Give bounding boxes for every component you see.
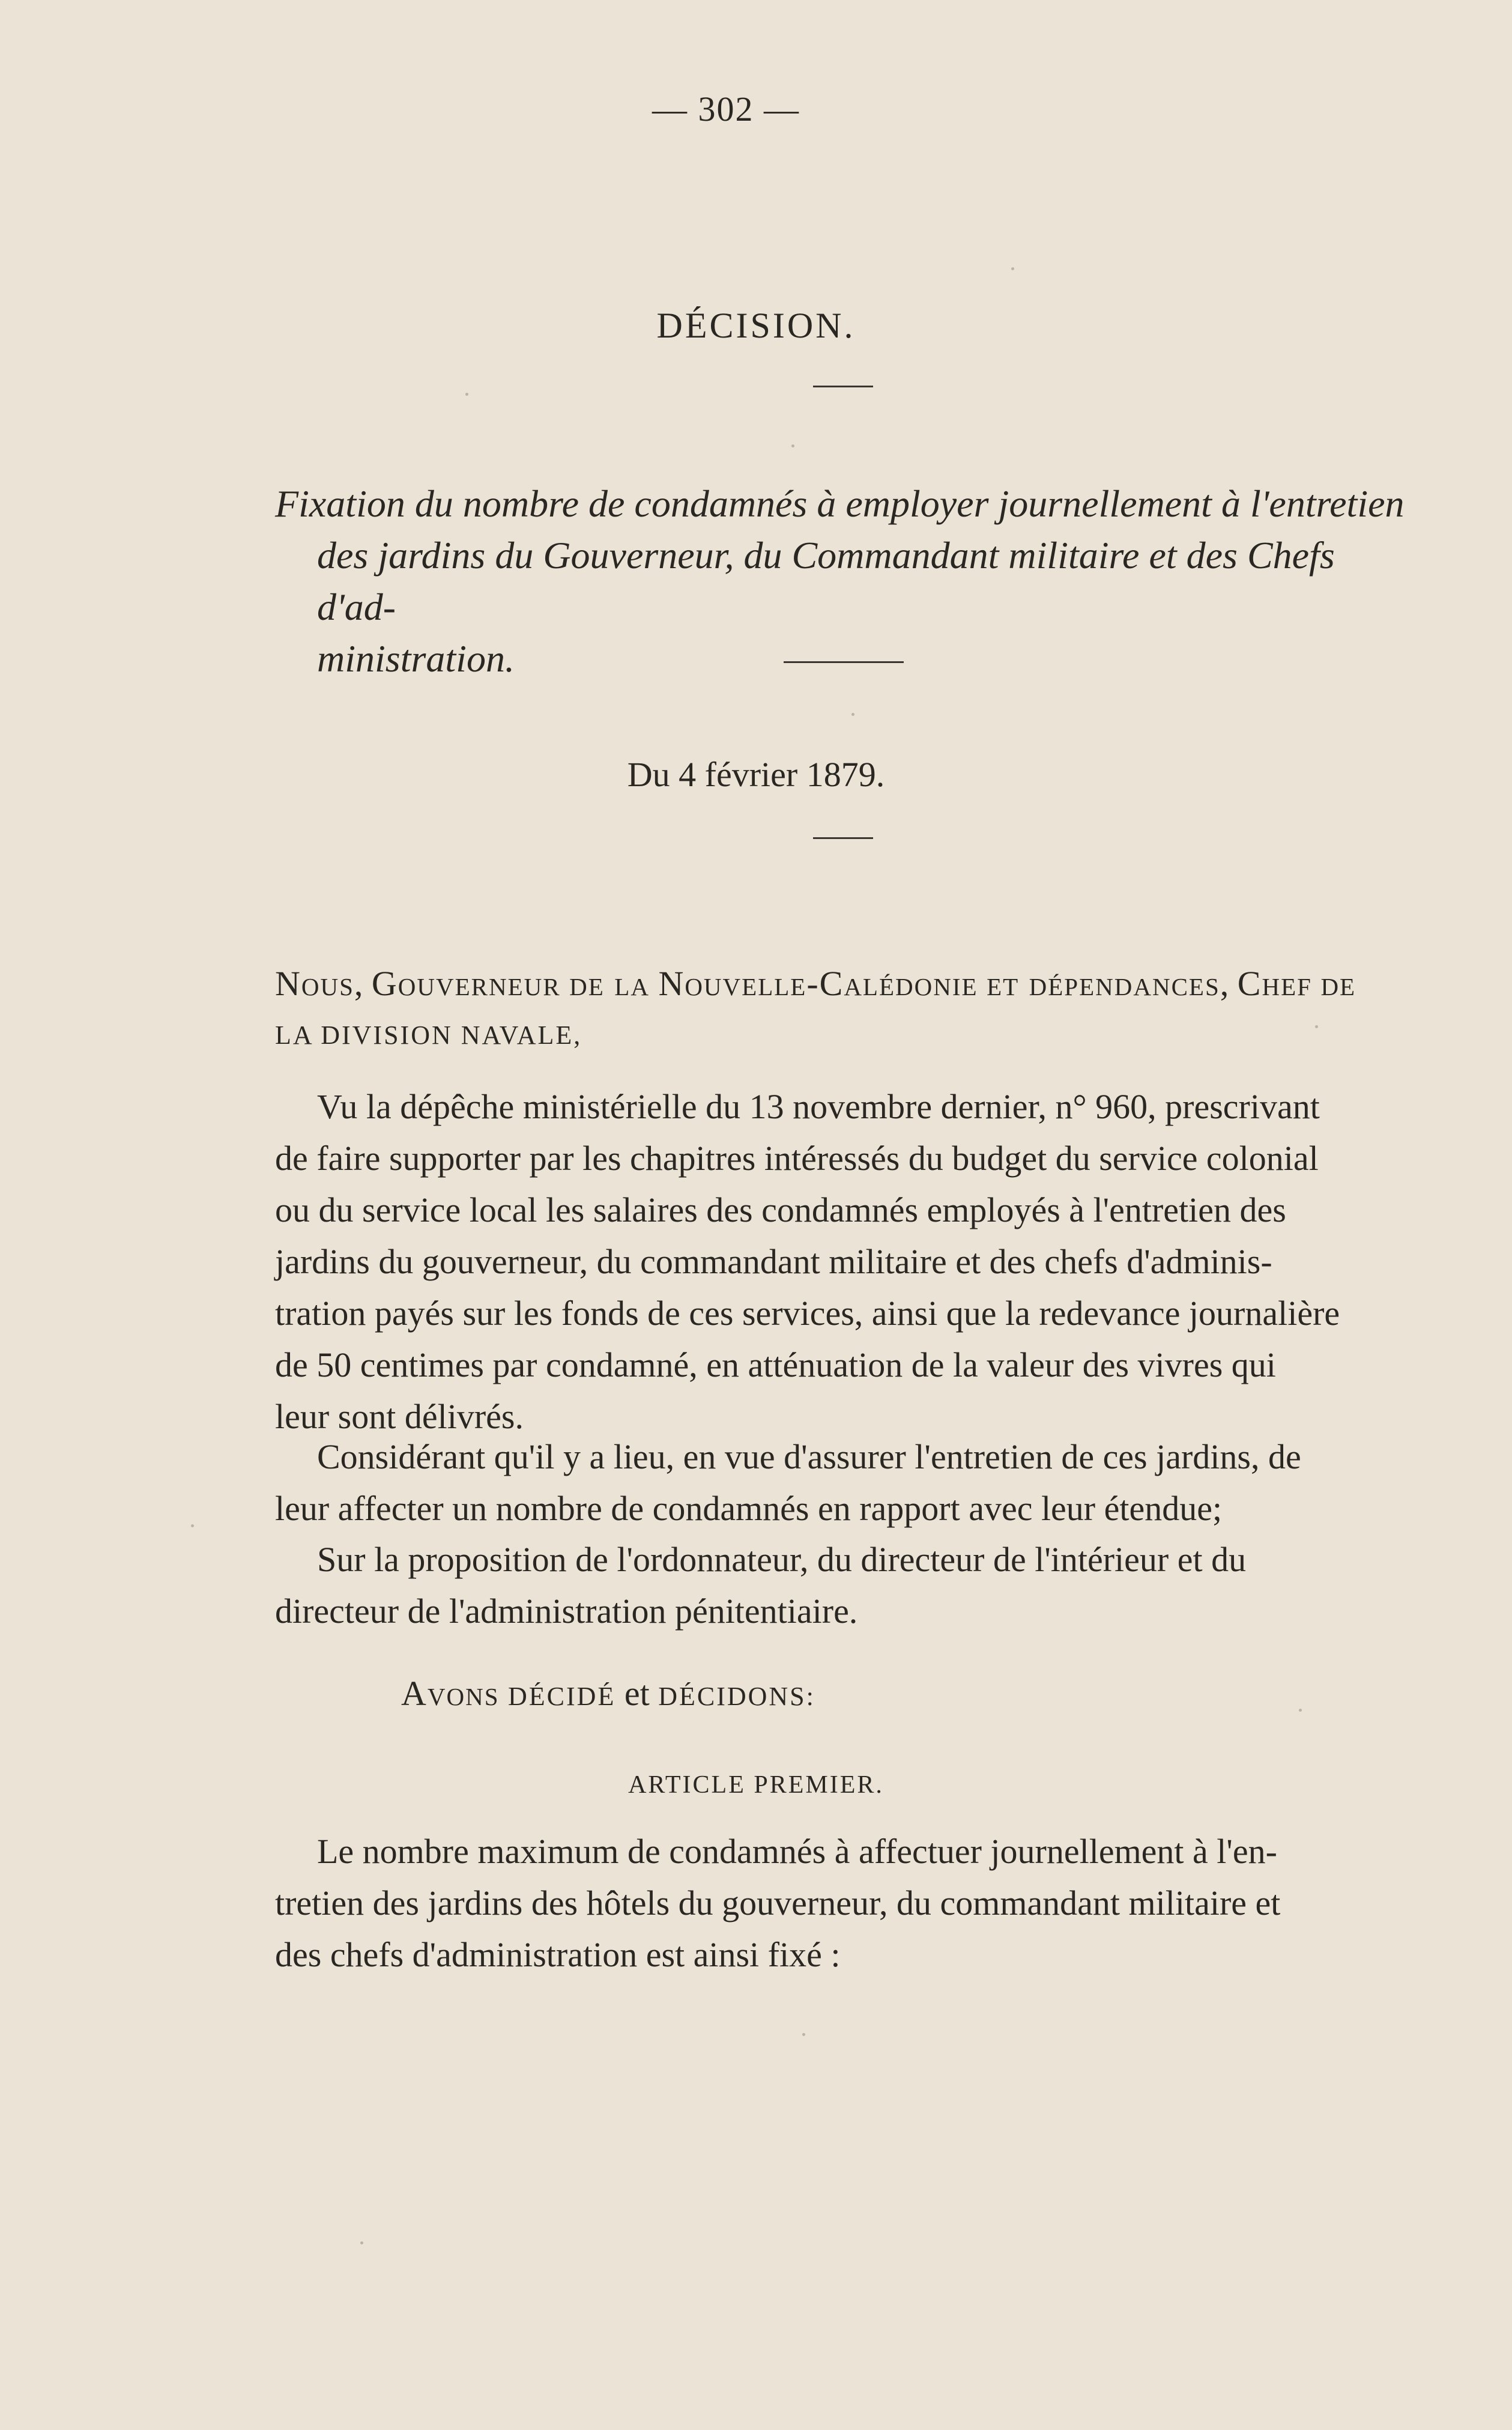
preamble-word: Chef: [1237, 964, 1312, 1003]
decision-date: Du 4 février 1879.: [627, 755, 885, 794]
preamble-line: LA DIVISION NAVALE,: [275, 1020, 582, 1050]
paragraph-considerant: [275, 1431, 1416, 1535]
text-line: des chefs d'administration est ainsi fixé :: [275, 1935, 841, 1974]
avons-word: Avons: [401, 1674, 500, 1713]
text-line: jardins du gouverneur, du commandant militaire et des chefs d'adminis-: [275, 1242, 1272, 1281]
avons-decide-line: [401, 1673, 1182, 1713]
decision-title: DÉCISION.: [656, 306, 856, 345]
subject-line: des jardins du Gouverneur, du Commandant militaire et des Chefs d'ad-: [317, 534, 1335, 628]
text-line: tration payés sur les fonds de ces services, ainsi que la redevance journalière: [275, 1294, 1340, 1333]
text-line: Sur la proposition de l'ordonnateur, du directeur de l'intérieur et du: [317, 1540, 1247, 1579]
title-rule: [813, 386, 873, 387]
preamble-word: Nous: [275, 964, 354, 1003]
article-text: [275, 1826, 1416, 1981]
article-heading: ARTICLE PREMIER.: [628, 1771, 884, 1799]
text-line: leur affecter un nombre de condamnés en rapport avec leur étendue;: [275, 1489, 1223, 1528]
preamble-word: Nouvelle-Calédonie: [658, 964, 978, 1003]
preamble: [275, 958, 1416, 1061]
paragraph-vu: [275, 1081, 1416, 1443]
subject-line: ministration.: [317, 637, 515, 680]
date-rule: [813, 837, 873, 839]
avons-word: DÉCIDONS:: [658, 1682, 815, 1711]
subject-line: Fixation du nombre de condamnés à employer journellement à l'entretien: [275, 482, 1405, 525]
paragraph-proposition: [275, 1534, 1416, 1637]
preamble-word: et dépendances: [987, 964, 1220, 1003]
avons-word: DÉCIDÉ: [508, 1682, 616, 1711]
decision-subject: [275, 478, 1416, 685]
text-line: Le nombre maximum de condamnés à affectuer journellement à l'en-: [317, 1832, 1277, 1871]
page-number: — 302 —: [652, 89, 800, 129]
text-line: directeur de l'administration pénitentiaire.: [275, 1592, 858, 1631]
text-line: Considérant qu'il y a lieu, en vue d'assurer l'entretien de ces jardins, de: [317, 1437, 1301, 1476]
text-line: leur sont délivrés.: [275, 1397, 524, 1436]
preamble-line: Nous, Gouverneur de la Nouvelle-Calédonie et dépendances, Chef de: [275, 964, 1356, 1003]
text-line: Vu la dépêche ministérielle du 13 novembre dernier, n° 960, prescrivant: [317, 1087, 1320, 1126]
preamble-word: Gouverneur: [371, 964, 561, 1003]
avons-word: et: [624, 1674, 650, 1713]
preamble-word: de: [1320, 964, 1356, 1003]
preamble-word: de la: [569, 964, 650, 1003]
subject-rule: [784, 661, 904, 663]
text-line: tretien des jardins des hôtels du gouverneur, du commandant militaire et: [275, 1883, 1281, 1922]
text-line: de 50 centimes par condamné, en atténuation de la valeur des vivres qui: [275, 1345, 1276, 1384]
text-line: ou du service local les salaires des condamnés employés à l'entretien des: [275, 1190, 1286, 1229]
text-line: de faire supporter par les chapitres intéressés du budget du service colonial: [275, 1139, 1319, 1178]
